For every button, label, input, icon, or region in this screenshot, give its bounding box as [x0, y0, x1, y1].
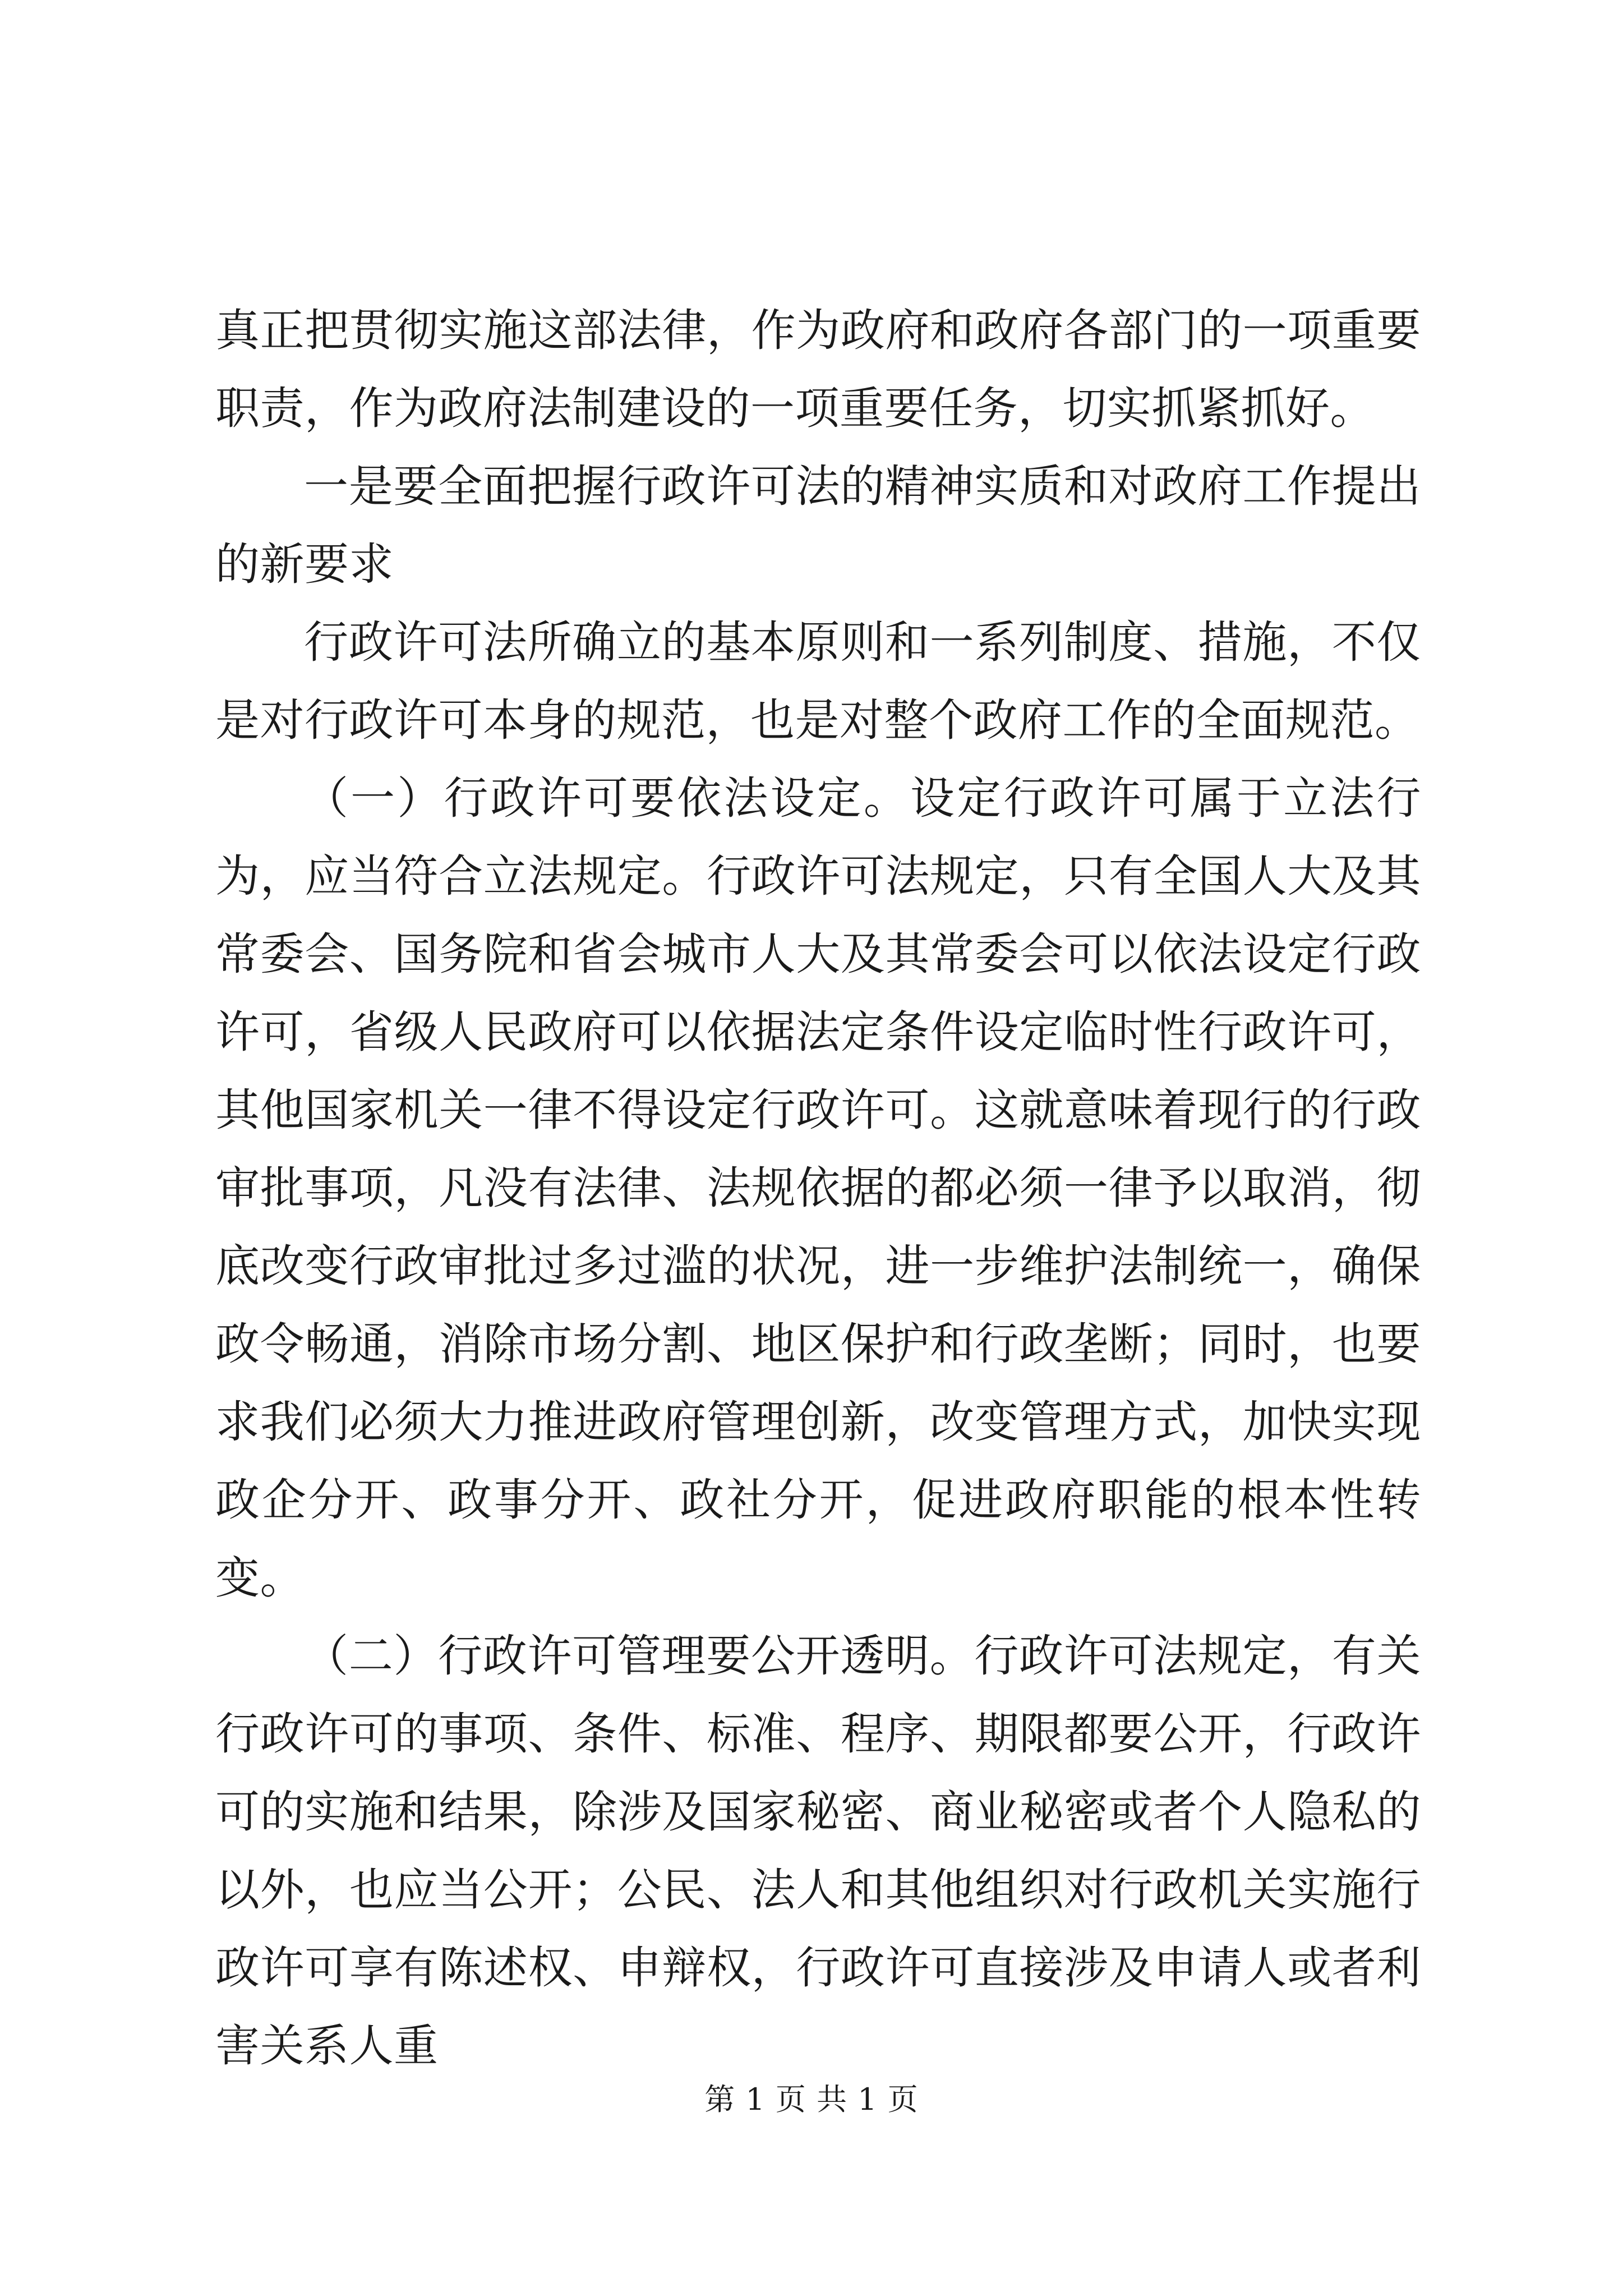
- paragraph-continuation: 真正把贯彻实施这部法律，作为政府和政府各部门的一项重要职责，作为政府法制建设的一项重要任务，切实抓紧抓好。: [215, 305, 1421, 434]
- section-heading: 一是要全面把握行政许可法的精神实质和对政府工作提出的新要求: [215, 461, 1421, 590]
- paragraph-intro: 行政许可法所确立的基本原则和一系列制度、措施，不仅是对行政许可本身的规范，也是对整个政府工作的全面规范。: [215, 616, 1421, 746]
- document-body: [215, 292, 1421, 2085]
- paragraph-item-two: （二）行政许可管理要公开透明。行政许可法规定，有关行政许可的事项、条件、标准、程序、期限都要公开，行政许可的实施和结果，除涉及国家秘密、商业秘密或者个人隐私的以外，也应当公开；公民、法人和其他组织对行政机关实施行政许可享有陈述权、申辩权，行政许可直接涉及申请人或者利害关系人重: [215, 1630, 1421, 2072]
- paragraph-item-one: （一）行政许可要依法设定。设定行政许可属于立法行为，应当符合立法规定。行政许可法规定，只有全国人大及其常委会、国务院和省会城市人大及其常委会可以依法设定行政许可，省级人民政府可以依据法定条件设定临时性行政许可，其他国家机关一律不得设定行政许可。这就意味着现行的行政审批事项，凡没有法律、法规依据的都必须一律予以取消，彻底改变行政审批过多过滥的状况，进一步维护法制统一，确保政令畅通，消除市场分割、地区保护和行政垄断；同时，也要求我们必须大力推进政府管理创新，改变管理方式，加快实现政企分开、政事分开、政社分开，促进政府职能的根本性转变。: [215, 772, 1421, 1604]
- page-footer: 第 1 页 共 1 页: [704, 2082, 919, 2117]
